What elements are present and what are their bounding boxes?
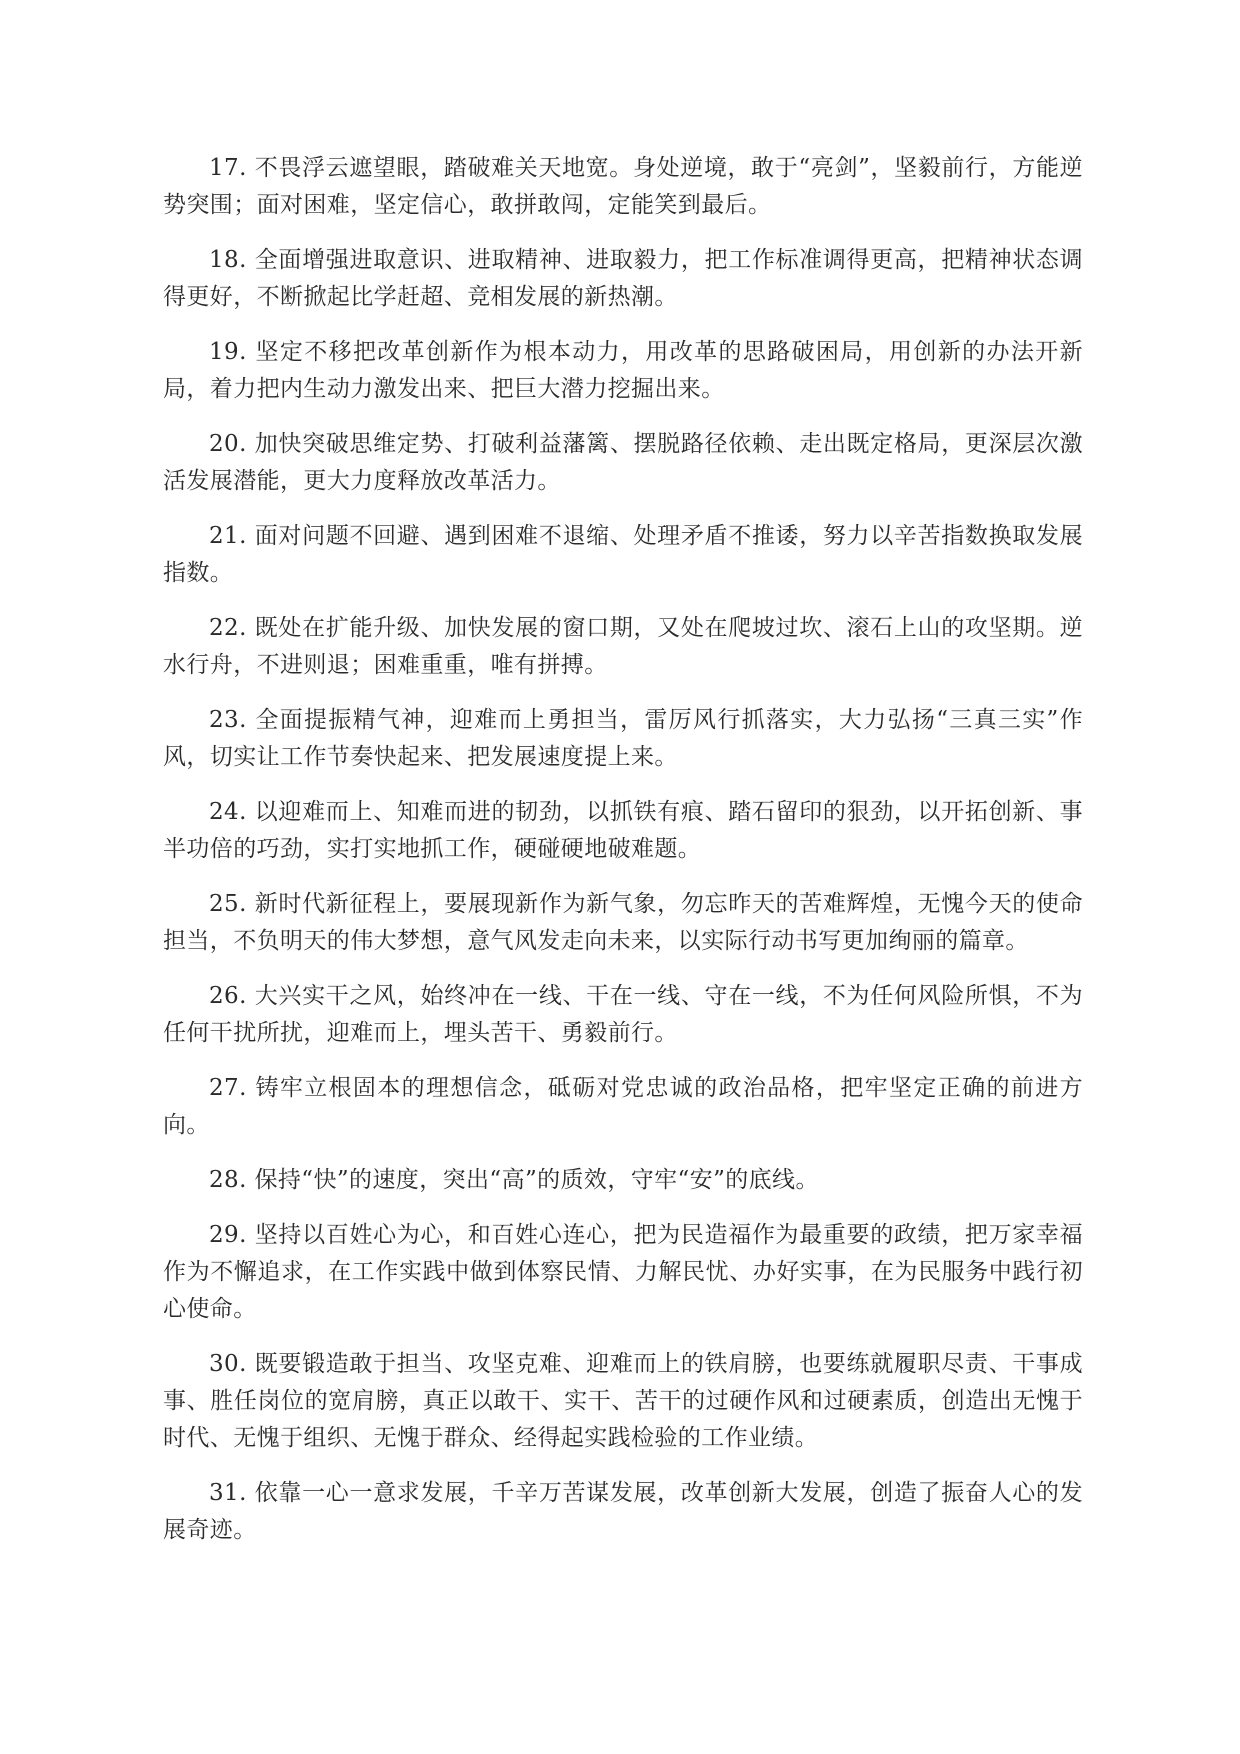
- paragraph-27: 27. 铸牢立根固本的理想信念，砥砺对党忠诚的政治品格，把牢坚定正确的前进方向。: [163, 1075, 1083, 1138]
- paragraph-30: 30. 既要锻造敢于担当、攻坚克难、迎难而上的铁肩膀，也要练就履职尽责、干事成事、胜任岗位的宽肩膀，真正以敢干、实干、苦干的过硬作风和过硬素质，创造出无愧于时代、无愧于组织、无愧于群众、经得起实践检验的工作业绩。: [163, 1351, 1083, 1451]
- paragraph-17: 17. 不畏浮云遮望眼，踏破难关天地宽。身处逆境，敢于“亮剑”，坚毅前行，方能逆势突围；面对困难，坚定信心，敢拼敢闯，定能笑到最后。: [163, 155, 1083, 218]
- paragraph-26: 26. 大兴实干之风，始终冲在一线、干在一线、守在一线，不为任何风险所惧，不为任何干扰所扰，迎难而上，埋头苦干、勇毅前行。: [163, 983, 1083, 1046]
- paragraph-21: 21. 面对问题不回避、遇到困难不退缩、处理矛盾不推诿，努力以辛苦指数换取发展指数。: [163, 523, 1083, 586]
- document-body: [163, 150, 1083, 1567]
- paragraph-25: 25. 新时代新征程上，要展现新作为新气象，勿忘昨天的苦难辉煌，无愧今天的使命担当，不负明天的伟大梦想，意气风发走向未来，以实际行动书写更加绚丽的篇章。: [163, 891, 1083, 954]
- paragraph-23: 23. 全面提振精气神，迎难而上勇担当，雷厉风行抓落实，大力弘扬“三真三实”作风，切实让工作节奏快起来、把发展速度提上来。: [163, 707, 1083, 770]
- paragraph-20: 20. 加快突破思维定势、打破利益藩篱、摆脱路径依赖、走出既定格局，更深层次激活发展潜能，更大力度释放改革活力。: [163, 431, 1083, 494]
- paragraph-24: 24. 以迎难而上、知难而进的韧劲，以抓铁有痕、踏石留印的狠劲，以开拓创新、事半功倍的巧劲，实打实地抓工作，硬碰硬地破难题。: [163, 799, 1083, 862]
- paragraph-18: 18. 全面增强进取意识、进取精神、进取毅力，把工作标准调得更高，把精神状态调得更好，不断掀起比学赶超、竞相发展的新热潮。: [163, 247, 1083, 310]
- paragraph-22: 22. 既处在扩能升级、加快发展的窗口期，又处在爬坡过坎、滚石上山的攻坚期。逆水行舟，不进则退；困难重重，唯有拼搏。: [163, 615, 1083, 678]
- paragraph-31: 31. 依靠一心一意求发展，千辛万苦谋发展，改革创新大发展，创造了振奋人心的发展奇迹。: [163, 1480, 1083, 1543]
- paragraph-19: 19. 坚定不移把改革创新作为根本动力，用改革的思路破困局，用创新的办法开新局，着力把内生动力激发出来、把巨大潜力挖掘出来。: [163, 339, 1083, 402]
- paragraph-29: 29. 坚持以百姓心为心，和百姓心连心，把为民造福作为最重要的政绩，把万家幸福作为不懈追求，在工作实践中做到体察民情、力解民忧、办好实事，在为民服务中践行初心使命。: [163, 1222, 1083, 1322]
- paragraph-28: 28. 保持“快”的速度，突出“高”的质效，守牢“安”的底线。: [209, 1167, 819, 1193]
